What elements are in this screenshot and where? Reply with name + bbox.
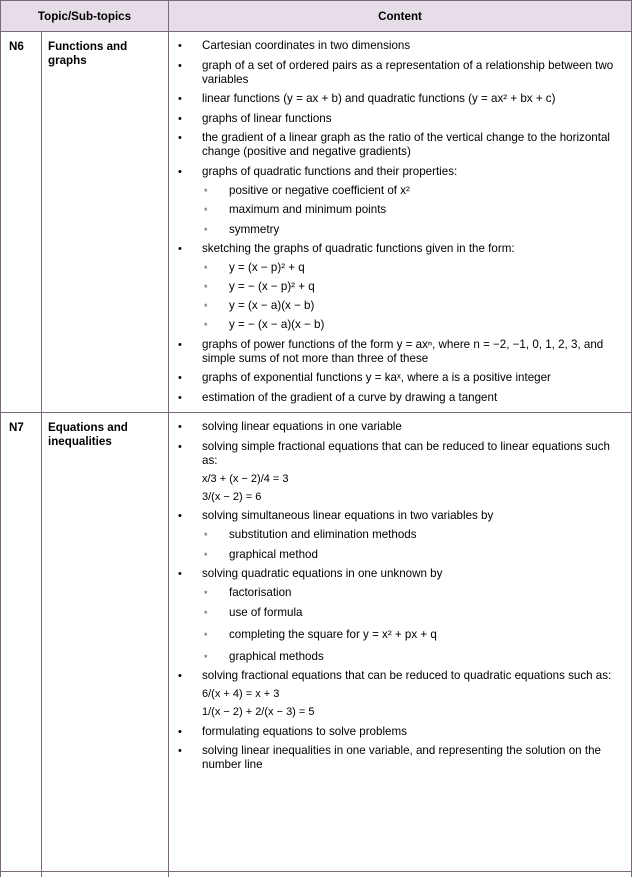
content-subitem: * symmetry [202,223,623,237]
equation-text: 3/(x − 2) = 6 [202,490,262,503]
content-item [175,242,623,332]
content-item [175,567,623,664]
content-subitem: * maximum and minimum points [202,203,623,217]
content-text: solving simple fractional equations that can be reduced to linear equations such as: [202,439,610,467]
content-item: • formulating equations to solve problems [175,725,623,739]
continuation-cell [1,872,42,877]
equation [175,687,623,701]
content-subitem: * y = (x − a)(x − b) [202,299,623,313]
content-text: graphs of quadratic functions and their properties: [202,164,458,178]
header-row [1,1,632,32]
content-subitem: * use of formula [202,606,623,620]
content-subitem: * substitution and elimination methods [202,528,623,542]
equation-text: x/3 + (x − 2)/4 = 3 [202,472,289,485]
row-n6 [1,32,632,413]
continuation-cell [169,872,632,877]
content-header: Content [169,1,632,32]
topic-title: Equations and inequalities [42,413,169,872]
content-item [175,669,623,719]
equation [175,490,623,504]
content-subitem: * y = − (x − p)² + q [202,280,623,294]
row-n7 [1,413,632,872]
content-item: • the gradient of a linear graph as the ratio of the vertical change to the horizontal change (positive and negative gradients) [175,131,623,159]
topic-code: N7 [1,413,42,872]
topic-title: Functions and graphs [42,32,169,413]
content-item: • graph of a set of ordered pairs as a representation of a relationship between two variables [175,59,623,87]
content-subitem: * y = − (x − a)(x − b) [202,318,623,332]
content-item: • graphs of power functions of the form y = axⁿ, where n = −2, −1, 0, 1, 2, 3, and simple sums of not more than three of these [175,338,623,366]
content-item: • Cartesian coordinates in two dimensions [175,39,623,53]
topic-content [169,413,632,872]
content-item: • graphs of exponential functions y = kaˣ, where a is a positive integer [175,371,623,385]
content-subitem: * factorisation [202,586,623,600]
content-item [175,509,623,562]
content-item: • graphs of linear functions [175,112,623,126]
content-item [175,165,623,237]
content-text: solving quadratic equations in one unknown by [202,567,443,580]
equation [175,705,623,719]
continuation-cell [42,872,169,877]
content-subitem: * graphical methods [202,650,623,664]
topic-code: N6 [1,32,42,413]
content-subitem: * y = (x − p)² + q [202,261,623,275]
topic-content [169,32,632,413]
content-item: • solving linear equations in one variable [175,420,623,434]
content-item [175,440,623,504]
content-subitem: * completing the square for y = x² + px + q [202,628,623,642]
equation-text: 1/(x − 2) + 2/(x − 3) = 5 [202,706,315,718]
content-text: sketching the graphs of quadratic functions given in the form: [202,242,515,255]
topic-header: Topic/Sub-topics [1,1,169,32]
content-subitem: * positive or negative coefficient of x² [202,184,623,198]
content-subitem: * graphical method [202,548,623,562]
content-text: solving fractional equations that can be reduced to quadratic equations such as: [202,669,612,682]
content-item [175,92,623,106]
equation-text: 6/(x + 4) = x + 3 [202,688,280,700]
row-continuation [1,872,632,877]
content-item: • estimation of the gradient of a curve by drawing a tangent [175,391,623,405]
content-item: • solving linear inequalities in one variable, and representing the solution on the number line [175,744,623,772]
content-text: linear functions (y = ax + b) and quadratic functions (y = ax² + bx + c) [202,92,556,105]
equation [175,472,623,486]
content-text: solving simultaneous linear equations in two variables by [202,509,494,522]
